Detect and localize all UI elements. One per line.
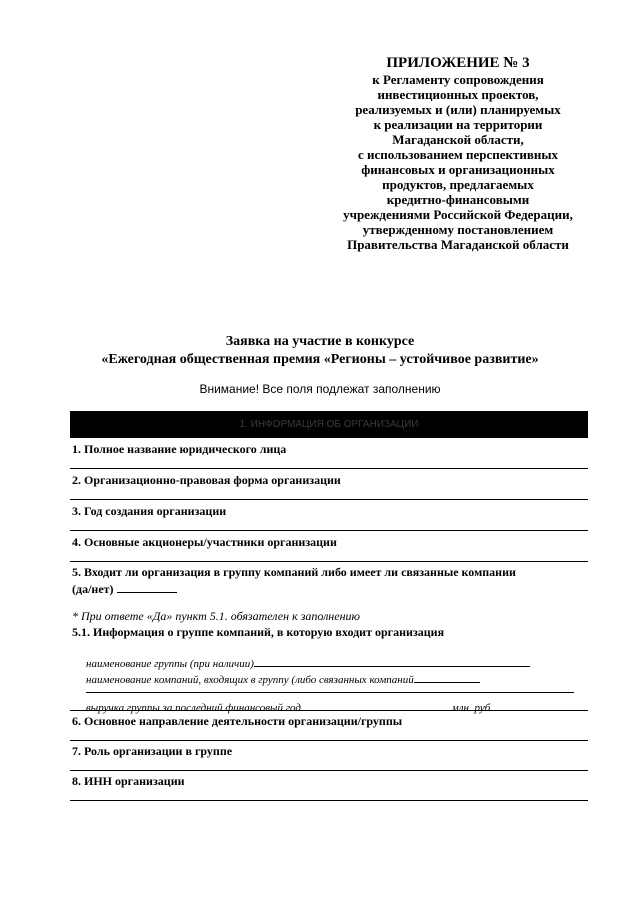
group-companies-row[interactable] — [86, 671, 480, 687]
field-shareholders[interactable] — [72, 535, 590, 550]
field-label: 4. Основные акционеры/участники организации — [72, 535, 337, 549]
field-label: 7. Роль организации в группе — [72, 744, 233, 758]
field-label: 1. Полное название юридического лица — [72, 442, 287, 456]
appendix-line: утвержденному постановлением — [362, 222, 554, 237]
footnote: * При ответе «Да» пункт 5.1. обязателен к заполнению — [72, 609, 360, 623]
field-founding-year[interactable] — [72, 504, 590, 519]
field-group-info — [72, 625, 590, 640]
answer-blank[interactable] — [254, 655, 530, 667]
field-label-continued: (да/нет) — [72, 582, 114, 596]
answer-line[interactable] — [86, 692, 574, 693]
appendix-line: учреждениями Российской Федерации, — [343, 207, 573, 222]
appendix-line: реализуемых и (или) планируемых — [355, 102, 561, 117]
field-main-activity[interactable] — [72, 714, 590, 729]
answer-line[interactable] — [70, 800, 588, 801]
title-line-2: «Ежегодная общественная премия «Регионы – устойчивое развитие» — [101, 352, 539, 367]
appendix-line: с использованием перспективных — [357, 147, 558, 162]
field-role-in-group[interactable] — [72, 744, 590, 759]
sub-label: наименование компаний, входящих в группу (либо связанных компаний — [86, 674, 414, 686]
appendix-header — [318, 55, 598, 252]
appendix-line: финансовых и организационных — [361, 162, 555, 177]
answer-line[interactable] — [70, 499, 588, 500]
sub-label: выручка группы за последний финансовый год — [86, 702, 301, 714]
answer-line[interactable] — [70, 740, 588, 741]
notice-text: Внимание! Все поля подлежат заполнению — [199, 382, 441, 396]
divider-line — [70, 710, 588, 711]
answer-line[interactable] — [70, 561, 588, 562]
group-name-row[interactable] — [86, 655, 530, 671]
document-title — [0, 333, 640, 369]
field-label: 8. ИНН организации — [72, 774, 185, 788]
appendix-line: продуктов, предлагаемых — [382, 177, 534, 192]
answer-line[interactable] — [70, 770, 588, 771]
unit-label: млн. руб. — [451, 702, 493, 714]
field-group-membership[interactable] — [72, 565, 590, 597]
field-legal-name[interactable] — [72, 442, 590, 457]
title-line-1: Заявка на участие в конкурсе — [225, 334, 415, 349]
field-label: 5.1. Информация о группе компаний, в которую входит организация — [72, 625, 445, 639]
yes-no-answer-blank[interactable] — [117, 580, 177, 593]
appendix-line: инвестиционных проектов, — [377, 87, 539, 102]
appendix-line: Правительства Магаданской области — [347, 237, 569, 252]
field-inn[interactable] — [72, 774, 590, 789]
appendix-line: Магаданской области, — [392, 132, 524, 147]
field-legal-form[interactable] — [72, 473, 590, 488]
group-revenue-row[interactable] — [86, 699, 493, 715]
sub-label: наименование группы (при наличии) — [86, 658, 254, 670]
answer-line[interactable] — [70, 530, 588, 531]
appendix-line: к Регламенту сопровождения — [372, 72, 544, 87]
appendix-line: кредитно-финансовыми — [386, 192, 530, 207]
field-label: 6. Основное направление деятельности организации/группы — [72, 714, 403, 728]
answer-line[interactable] — [70, 468, 588, 469]
answer-blank[interactable] — [414, 671, 480, 683]
section-header-label: 1. ИНФОРМАЦИЯ ОБ ОРГАНИЗАЦИИ — [239, 419, 419, 430]
appendix-heading: ПРИЛОЖЕНИЕ № 3 — [386, 55, 530, 71]
field-label: 5. Входит ли организация в группу компаний либо имеет ли связанные компании — [72, 565, 516, 579]
appendix-line: к реализации на территории — [373, 117, 543, 132]
field-label: 2. Организационно-правовая форма организации — [72, 473, 341, 487]
field-label: 3. Год создания организации — [72, 504, 227, 518]
section-header-bar — [70, 411, 588, 438]
